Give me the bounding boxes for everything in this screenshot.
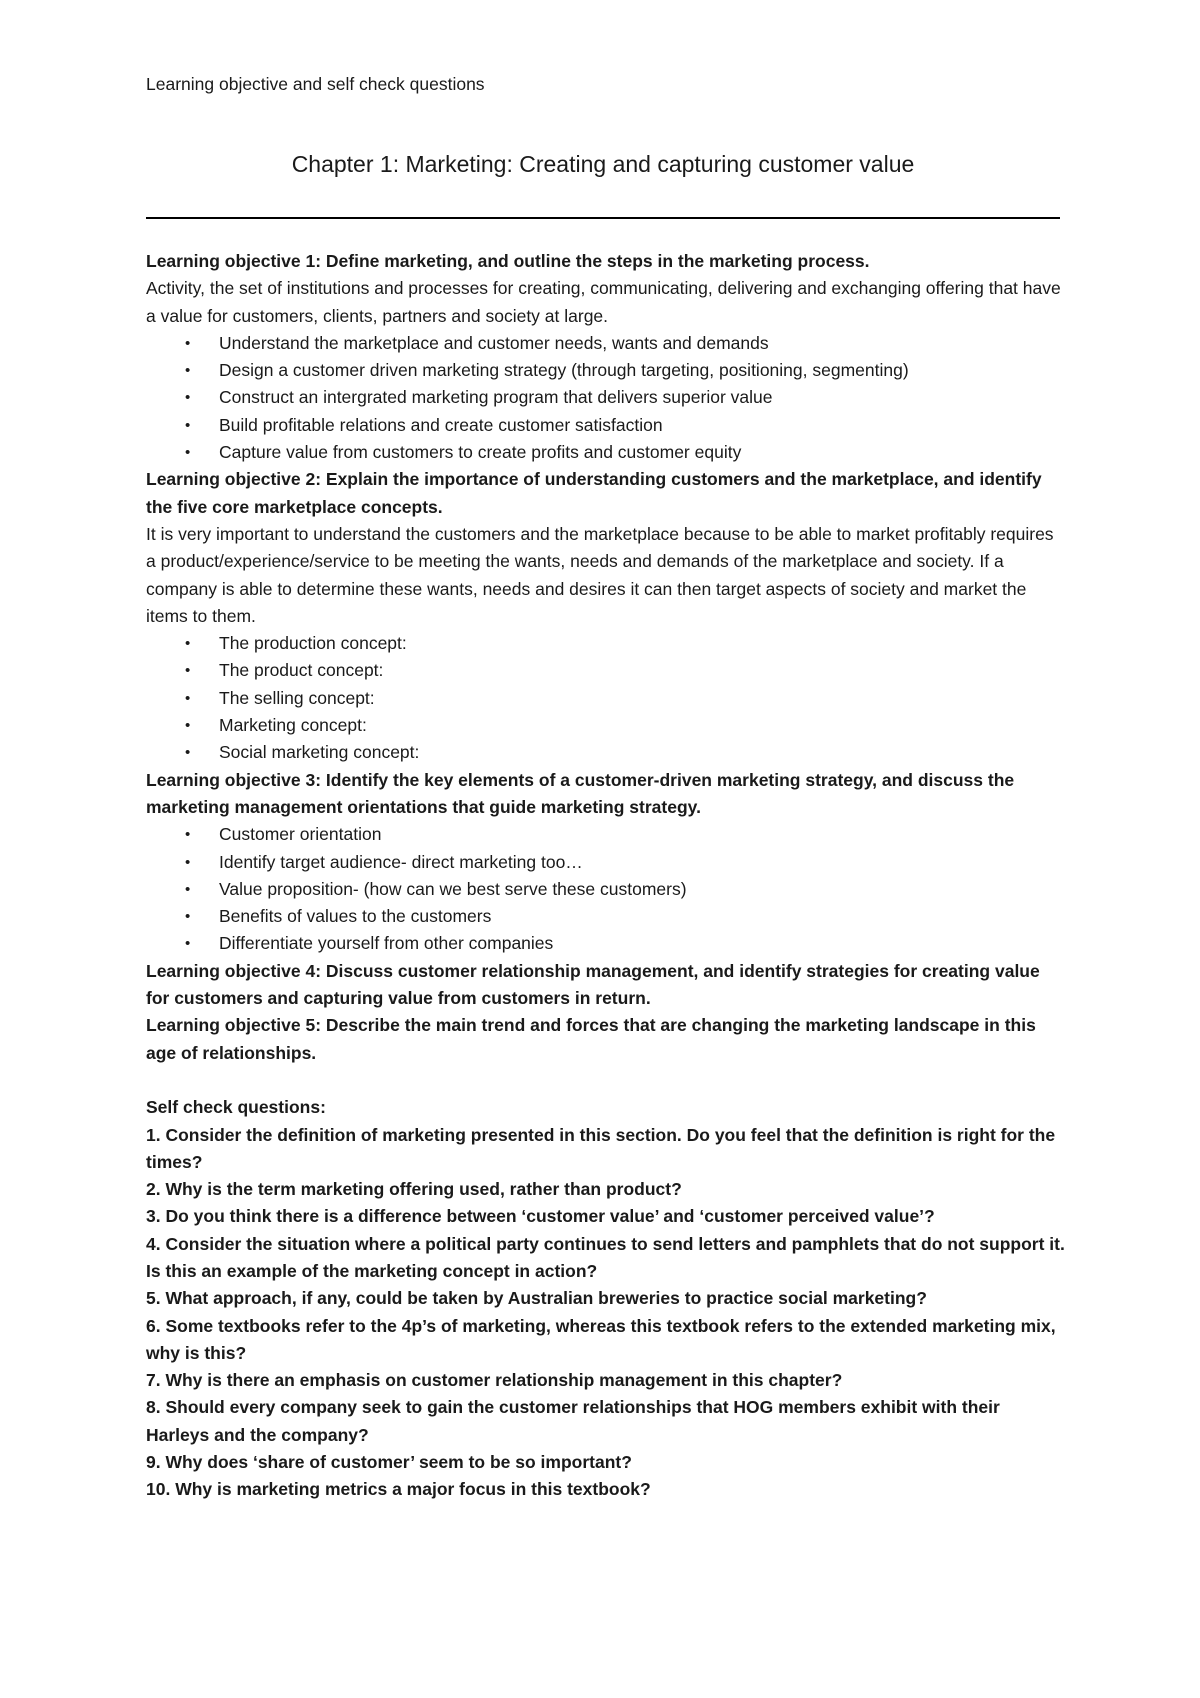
list-item: • Construct an intergrated marketing program that delivers superior value	[219, 384, 1066, 411]
bullet-icon: •	[185, 334, 191, 352]
question-item: 4. Consider the situation where a political party continues to send letters and pamphlets that do not support it. Is this an example of the marketing concept in action?	[146, 1233, 1065, 1281]
running-header: Learning objective and self check questions	[146, 74, 485, 94]
list-item: • The product concept:	[219, 657, 1066, 684]
bullet-icon: •	[185, 362, 191, 380]
self-check-heading: Self check questions:	[146, 1097, 326, 1118]
question-item: 5. What approach, if any, could be taken by Australian breweries to practice social marketing?	[146, 1288, 927, 1309]
bullet-icon: •	[185, 444, 191, 462]
bullet-icon: •	[185, 717, 191, 735]
list-item: • Value proposition- (how can we best serve these customers)	[219, 876, 1066, 903]
lo2-bullet-list	[146, 630, 1066, 766]
lo3-bullet-list	[146, 821, 1066, 957]
bullet-icon: •	[185, 689, 191, 707]
list-item: • Benefits of values to the customers	[219, 903, 1066, 930]
question-item: 6. Some textbooks refer to the 4p’s of marketing, whereas this textbook refers to the extended marketing mix, why is this?	[146, 1315, 1056, 1363]
question-item: 8. Should every company seek to gain the customer relationships that HOG members exhibit with their Harleys and the company?	[146, 1397, 1000, 1445]
bullet-icon: •	[185, 908, 191, 926]
lo5-heading: Learning objective 5: Describe the main trend and forces that are changing the marketing landscape in this age of relationships.	[146, 1015, 1036, 1063]
bullet-icon: •	[185, 935, 191, 953]
list-item: • Build profitable relations and create customer satisfaction	[219, 412, 1066, 439]
list-item: • Social marketing concept:	[219, 739, 1066, 766]
list-item: • Differentiate yourself from other companies	[219, 930, 1066, 957]
bullet-icon: •	[185, 662, 191, 680]
section-spacer	[146, 1067, 1066, 1094]
list-item: • Capture value from customers to create profits and customer equity	[219, 439, 1066, 466]
chapter-title: Chapter 1: Marketing: Creating and capturing customer value	[291, 151, 915, 177]
lo1-bullet-list	[146, 330, 1066, 466]
question-item: 1. Consider the definition of marketing presented in this section. Do you feel that the definition is right for the times?	[146, 1124, 1056, 1172]
bullet-icon: •	[185, 826, 191, 844]
bullet-icon: •	[185, 744, 191, 762]
bullet-icon: •	[185, 416, 191, 434]
list-item: • Design a customer driven marketing strategy (through targeting, positioning, segmenting)	[219, 357, 1066, 384]
bullet-icon: •	[185, 635, 191, 653]
bullet-icon: •	[185, 389, 191, 407]
document-body	[146, 248, 1066, 1504]
lo4-heading: Learning objective 4: Discuss customer relationship management, and identify strategies for creating value for customers and capturing value from customers in return.	[146, 960, 1040, 1009]
question-item: 10. Why is marketing metrics a major focus in this textbook?	[146, 1479, 651, 1500]
lo3-heading: Learning objective 3: Identify the key elements of a customer-driven marketing strategy, and discuss the marketing management orientations that guide marketing strategy.	[146, 769, 1015, 817]
bullet-icon: •	[185, 880, 191, 898]
list-item: • Understand the marketplace and customer needs, wants and demands	[219, 330, 1066, 357]
bullet-icon: •	[185, 853, 191, 871]
lo2-body: It is very important to understand the customers and the marketplace because to be able to market profitably requires a product/experience/service to be meeting the wants, needs and demands of the marketplace and society. If a company is able to determine these wants, needs and desires it can then target aspects of society and market the items to them.	[146, 523, 1054, 626]
question-item: 7. Why is there an emphasis on customer relationship management in this chapter?	[146, 1370, 843, 1391]
question-item: 9. Why does ‘share of customer’ seem to be so important?	[146, 1452, 632, 1473]
title-divider	[146, 217, 1060, 219]
list-item: • Identify target audience- direct marketing too…	[219, 849, 1066, 876]
question-item: 3. Do you think there is a difference between ‘customer value’ and ‘customer perceived value’?	[146, 1206, 935, 1227]
list-item: • Marketing concept:	[219, 712, 1066, 739]
lo2-heading: Learning objective 2: Explain the importance of understanding customers and the marketplace, and identify the five core marketplace concepts.	[146, 469, 1042, 517]
list-item: • The selling concept:	[219, 685, 1066, 712]
lo1-heading: Learning objective 1: Define marketing, and outline the steps in the marketing process.	[146, 251, 870, 271]
list-item: • The production concept:	[219, 630, 1066, 657]
lo1-body: Activity, the set of institutions and processes for creating, communicating, delivering and exchanging offering that have a value for customers, clients, partners and society at large.	[146, 278, 1061, 326]
list-item: • Customer orientation	[219, 821, 1066, 848]
question-item: 2. Why is the term marketing offering used, rather than product?	[146, 1179, 682, 1200]
